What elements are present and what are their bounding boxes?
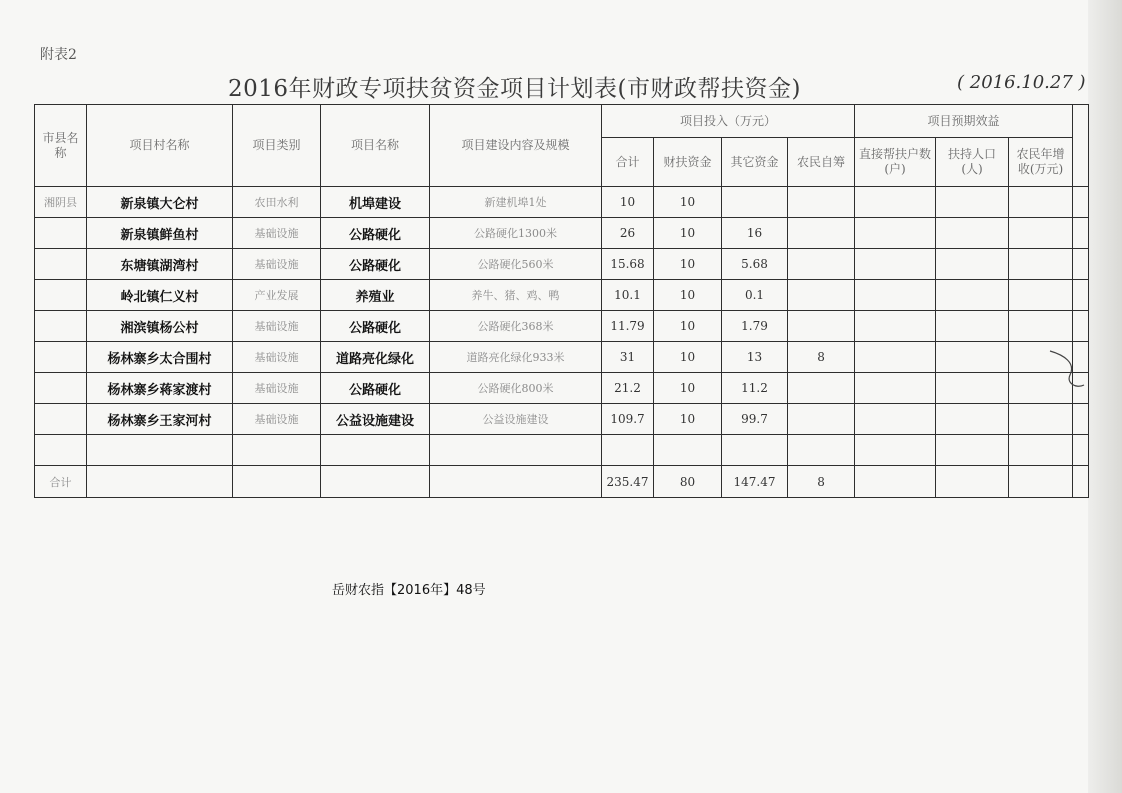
cell-total: 11.79	[602, 311, 654, 342]
cell-village: 湘滨镇杨公村	[87, 311, 233, 342]
cell-other-funds: 99.7	[722, 404, 788, 435]
cell-category: 产业发展	[233, 280, 321, 311]
cell-poverty-funds: 10	[654, 249, 722, 280]
cell-poverty-funds: 10	[654, 280, 722, 311]
cell-empty	[936, 249, 1009, 280]
cell-poverty-funds: 10	[654, 404, 722, 435]
cell-total: 109.7	[602, 404, 654, 435]
header-supported-people: 扶持人口(人)	[936, 138, 1009, 187]
header-investment-group: 项目投入（万元）	[602, 105, 855, 138]
table-row	[35, 218, 1089, 249]
cell-content: 公路硬化560米	[430, 249, 602, 280]
cell-village: 杨林寨乡王家河村	[87, 404, 233, 435]
cell-empty	[1073, 311, 1089, 342]
cell-total: 21.2	[602, 373, 654, 404]
totals-empty	[1009, 466, 1073, 498]
header-farmer-self: 农民自筹	[788, 138, 855, 187]
cell-empty	[936, 311, 1009, 342]
cell-category: 基础设施	[233, 342, 321, 373]
handwritten-date: ( 2016.10.27 )	[957, 72, 1086, 93]
totals-empty	[855, 466, 936, 498]
header-income-increase: 农民年增收(万元)	[1009, 138, 1073, 187]
table-row	[35, 435, 1089, 466]
cell-farmer-self	[788, 404, 855, 435]
header-content: 项目建设内容及规模	[430, 105, 602, 187]
cell-other-funds: 13	[722, 342, 788, 373]
cell-category: 基础设施	[233, 311, 321, 342]
cell-project: 公益设施建设	[321, 404, 430, 435]
cell-empty	[855, 218, 936, 249]
cell-empty	[1073, 218, 1089, 249]
cell-total: 10.1	[602, 280, 654, 311]
header-village: 项目村名称	[87, 105, 233, 187]
totals-label: 合计	[35, 466, 87, 498]
cell-project: 养殖业	[321, 280, 430, 311]
cell-other-funds: 0.1	[722, 280, 788, 311]
cell-empty	[1073, 249, 1089, 280]
totals-total: 235.47	[602, 466, 654, 498]
cell-county	[35, 218, 87, 249]
cell-poverty-funds	[654, 435, 722, 466]
cell-empty	[936, 404, 1009, 435]
cell-village	[87, 435, 233, 466]
cell-other-funds	[722, 435, 788, 466]
header-total: 合计	[602, 138, 654, 187]
cell-empty	[1009, 311, 1073, 342]
totals-empty	[87, 466, 233, 498]
scan-edge-shadow	[1088, 0, 1122, 793]
cell-empty	[1009, 218, 1073, 249]
table-row	[35, 280, 1089, 311]
cell-empty	[855, 280, 936, 311]
cell-farmer-self	[788, 218, 855, 249]
cell-empty	[855, 311, 936, 342]
handwritten-scribble	[1046, 345, 1088, 405]
cell-empty	[855, 373, 936, 404]
cell-category	[233, 435, 321, 466]
totals-empty	[321, 466, 430, 498]
cell-empty	[936, 342, 1009, 373]
cell-empty	[936, 373, 1009, 404]
cell-county: 湘阴县	[35, 187, 87, 218]
cell-other-funds	[722, 187, 788, 218]
header-county: 市县名称	[35, 105, 87, 187]
extra-column-cell	[1073, 105, 1089, 187]
cell-farmer-self	[788, 187, 855, 218]
cell-farmer-self	[788, 373, 855, 404]
cell-empty	[936, 435, 1009, 466]
header-category: 项目类别	[233, 105, 321, 187]
cell-content: 道路亮化绿化933米	[430, 342, 602, 373]
cell-empty	[1009, 187, 1073, 218]
header-benefit-group: 项目预期效益	[855, 105, 1073, 138]
cell-empty	[855, 404, 936, 435]
cell-empty	[1073, 187, 1089, 218]
cell-county	[35, 404, 87, 435]
table-row	[35, 373, 1089, 404]
header-project: 项目名称	[321, 105, 430, 187]
cell-poverty-funds: 10	[654, 373, 722, 404]
cell-content	[430, 435, 602, 466]
totals-empty	[936, 466, 1009, 498]
funding-plan-table	[34, 104, 1089, 498]
header-poverty-funds: 财扶资金	[654, 138, 722, 187]
cell-poverty-funds: 10	[654, 311, 722, 342]
cell-county	[35, 373, 87, 404]
table-row	[35, 404, 1089, 435]
cell-county	[35, 435, 87, 466]
totals-empty	[233, 466, 321, 498]
cell-empty	[1009, 404, 1073, 435]
cell-other-funds: 16	[722, 218, 788, 249]
cell-village: 东塘镇湖湾村	[87, 249, 233, 280]
cell-empty	[1073, 404, 1089, 435]
cell-farmer-self: 8	[788, 342, 855, 373]
cell-project: 公路硬化	[321, 218, 430, 249]
totals-farmer-self: 8	[788, 466, 855, 498]
cell-project: 机埠建设	[321, 187, 430, 218]
cell-content: 养牛、猪、鸡、鸭	[430, 280, 602, 311]
cell-village: 新泉镇大仑村	[87, 187, 233, 218]
cell-category: 基础设施	[233, 373, 321, 404]
totals-poverty-funds: 80	[654, 466, 722, 498]
cell-county	[35, 249, 87, 280]
cell-village: 杨林寨乡太合围村	[87, 342, 233, 373]
cell-village: 岭北镇仁义村	[87, 280, 233, 311]
cell-county	[35, 342, 87, 373]
cell-category: 基础设施	[233, 404, 321, 435]
cell-category: 基础设施	[233, 218, 321, 249]
cell-empty	[1073, 280, 1089, 311]
cell-empty	[1073, 435, 1089, 466]
table-row	[35, 342, 1089, 373]
cell-farmer-self	[788, 311, 855, 342]
cell-farmer-self	[788, 280, 855, 311]
cell-project	[321, 435, 430, 466]
header-other-funds: 其它资金	[722, 138, 788, 187]
totals-empty	[430, 466, 602, 498]
cell-category: 基础设施	[233, 249, 321, 280]
cell-content: 新建机埠1处	[430, 187, 602, 218]
cell-county	[35, 280, 87, 311]
cell-content: 公益设施建设	[430, 404, 602, 435]
cell-empty	[855, 342, 936, 373]
cell-poverty-funds: 10	[654, 187, 722, 218]
cell-project: 公路硬化	[321, 249, 430, 280]
table-row	[35, 249, 1089, 280]
cell-empty	[855, 435, 936, 466]
cell-content: 公路硬化1300米	[430, 218, 602, 249]
cell-project: 公路硬化	[321, 373, 430, 404]
cell-total: 15.68	[602, 249, 654, 280]
cell-empty	[936, 187, 1009, 218]
cell-empty	[936, 218, 1009, 249]
cell-total	[602, 435, 654, 466]
cell-empty	[855, 249, 936, 280]
cell-empty	[1009, 435, 1073, 466]
cell-village: 杨林寨乡蒋家渡村	[87, 373, 233, 404]
document-reference: 岳财农指【2016年】48号	[332, 583, 486, 598]
totals-other-funds: 147.47	[722, 466, 788, 498]
cell-farmer-self	[788, 435, 855, 466]
header-direct-households: 直接帮扶户数(户)	[855, 138, 936, 187]
cell-poverty-funds: 10	[654, 218, 722, 249]
cell-project: 公路硬化	[321, 311, 430, 342]
cell-category: 农田水利	[233, 187, 321, 218]
cell-content: 公路硬化368米	[430, 311, 602, 342]
cell-empty	[1009, 249, 1073, 280]
table-row	[35, 187, 1089, 218]
cell-empty	[855, 187, 936, 218]
cell-other-funds: 5.68	[722, 249, 788, 280]
cell-empty	[1009, 280, 1073, 311]
cell-total: 10	[602, 187, 654, 218]
cell-total: 31	[602, 342, 654, 373]
cell-county	[35, 311, 87, 342]
cell-project: 道路亮化绿化	[321, 342, 430, 373]
cell-farmer-self	[788, 249, 855, 280]
cell-poverty-funds: 10	[654, 342, 722, 373]
cell-other-funds: 1.79	[722, 311, 788, 342]
cell-total: 26	[602, 218, 654, 249]
cell-content: 公路硬化800米	[430, 373, 602, 404]
cell-other-funds: 11.2	[722, 373, 788, 404]
page-title: 2016年财政专项扶贫资金项目计划表(市财政帮扶资金)	[228, 76, 801, 102]
table-row	[35, 311, 1089, 342]
totals-empty	[1073, 466, 1089, 498]
cell-empty	[936, 280, 1009, 311]
appendix-label: 附表2	[40, 47, 77, 63]
cell-village: 新泉镇鲜鱼村	[87, 218, 233, 249]
